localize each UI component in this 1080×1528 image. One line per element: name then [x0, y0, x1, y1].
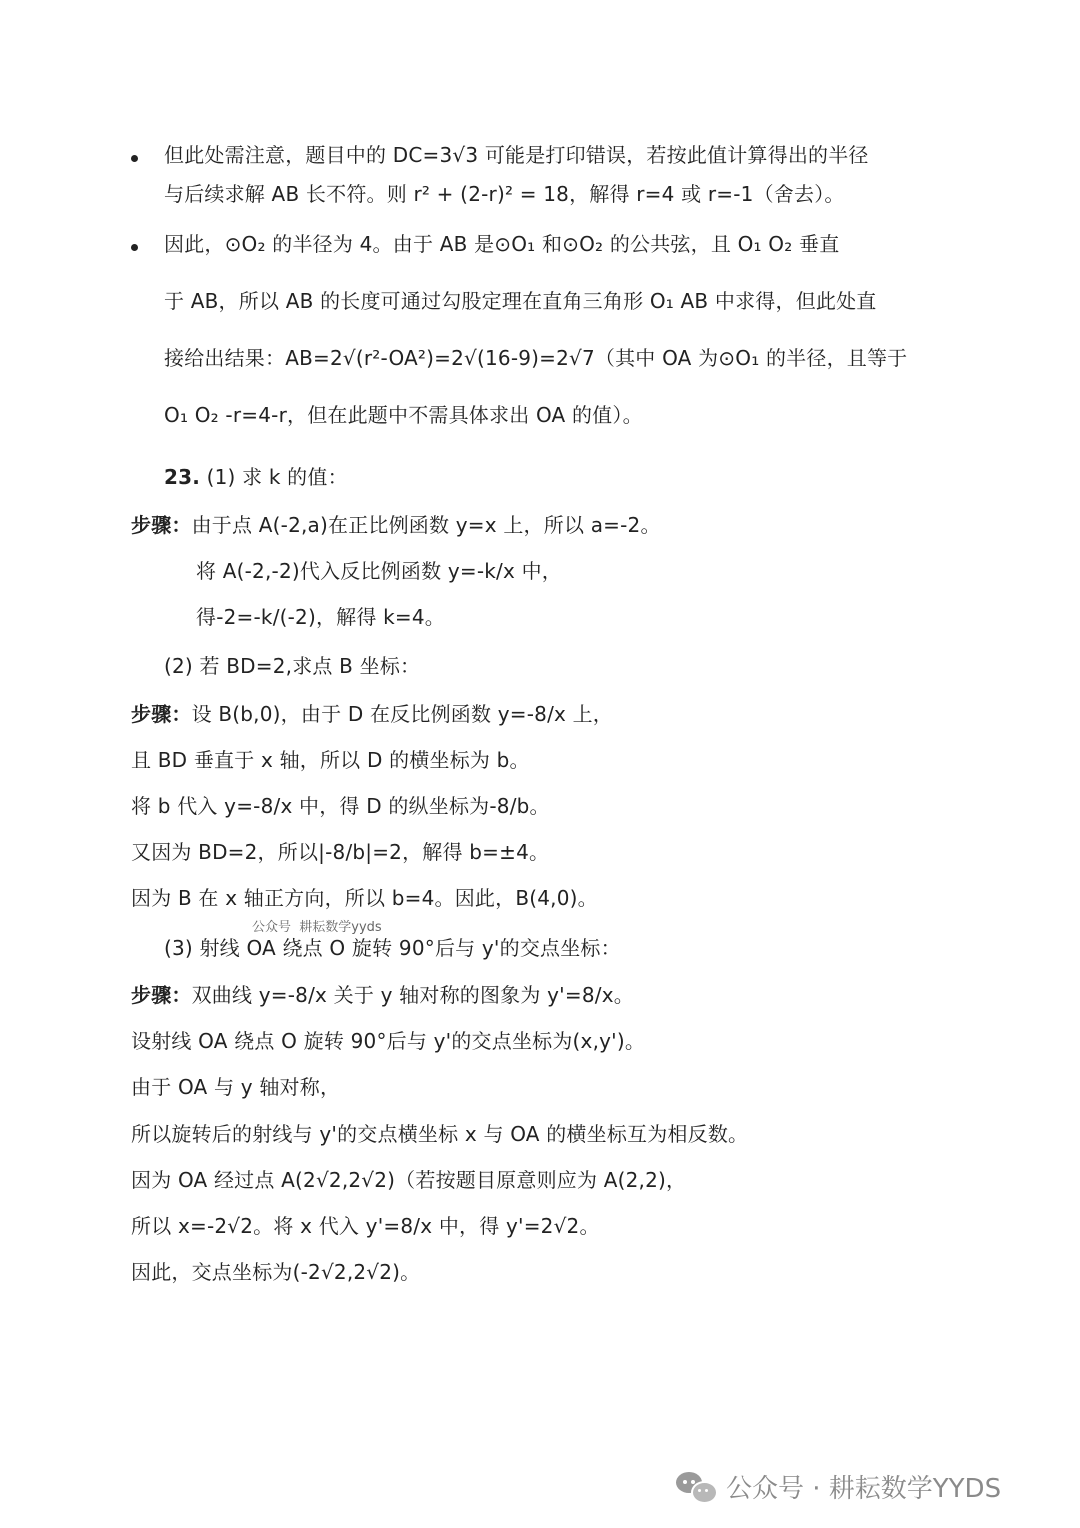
part-1-step-3: 得-2=-k/(-2)，解得 k=4。: [196, 605, 446, 629]
step-text: 由于点 A(-2,a)在正比例函数 y=x 上，所以 a=-2。: [191, 513, 661, 537]
bullet-marker: [131, 155, 138, 162]
part-2-step-1: [131, 700, 613, 728]
part-2-step-2: 且 BD 垂直于 x 轴，所以 D 的横坐标为 b。: [131, 748, 530, 772]
bullet-2-line-1: 因此，⊙O₂ 的半径为 4。由于 AB 是⊙O₁ 和⊙O₂ 的公共弦，且 O₁ O₂ 垂直: [164, 232, 840, 256]
part-2-step-5: 因为 B 在 x 轴正方向，所以 b=4。因此，B(4,0)。: [131, 886, 598, 910]
question-number: 23.: [164, 465, 201, 489]
step-label: 步骤：: [131, 513, 192, 537]
part-3-step-4: 所以旋转后的射线与 y'的交点横坐标 x 与 OA 的横坐标互为相反数。: [131, 1122, 749, 1146]
footer-watermark: [676, 1466, 1001, 1506]
step-label: 步骤：: [131, 983, 192, 1007]
part-2-step-3: 将 b 代入 y=-8/x 中，得 D 的纵坐标为-8/b。: [131, 794, 550, 818]
question-23-part-2-title: (2) 若 BD=2,求点 B 坐标：: [164, 654, 421, 678]
bullet-marker: [131, 244, 138, 251]
part-1-step-2: 将 A(-2,-2)代入反比例函数 y=-k/x 中，: [196, 559, 562, 583]
question-23-part-1-title: [164, 463, 348, 491]
part-3-step-5: 因为 OA 经过点 A(2√2,2√2)（若按题目原意则应为 A(2,2)，: [131, 1168, 687, 1192]
part-1-title-text: (1) 求 k 的值：: [200, 465, 348, 489]
bullet-1-line-1: 但此处需注意，题目中的 DC=3√3 可能是打印错误，若按此值计算得出的半径: [164, 143, 869, 167]
step-label: 步骤：: [131, 702, 192, 726]
part-1-step-1: [131, 511, 661, 539]
part-3-step-7: 因此，交点坐标为(-2√2,2√2)。: [131, 1260, 421, 1284]
wechat-icon: [676, 1470, 716, 1502]
step-text: 双曲线 y=-8/x 关于 y 轴对称的图象为 y'=8/x。: [191, 983, 634, 1007]
part-2-step-4: 又因为 BD=2，所以|-8/b|=2，解得 b=±4。: [131, 840, 550, 864]
bullet-1-line-2: 与后续求解 AB 长不符。则 r² + (2-r)² = 18，解得 r=4 或 r=-1（舍去）。: [164, 182, 845, 206]
part-3-step-3: 由于 OA 与 y 轴对称，: [131, 1075, 341, 1099]
step-text: 设 B(b,0)，由于 D 在反比例函数 y=-8/x 上，: [191, 702, 614, 726]
part-3-step-6: 所以 x=-2√2。将 x 代入 y'=8/x 中，得 y'=2√2。: [131, 1214, 600, 1238]
bullet-2-line-3: 接给出结果：AB=2√(r²-OA²)=2√(16-9)=2√7（其中 OA 为⊙O₁ 的半径，且等于: [164, 346, 908, 370]
bullet-2-line-4: O₁ O₂ -r=4-r，但在此题中不需具体求出 OA 的值）。: [164, 403, 643, 427]
bullet-2-line-2: 于 AB，所以 AB 的长度可通过勾股定理在直角三角形 O₁ AB 中求得，但此处直: [164, 289, 877, 313]
question-23-part-3-title: (3) 射线 OA 绕点 O 旋转 90°后与 y'的交点坐标：: [164, 936, 621, 960]
part-3-step-1: [131, 981, 634, 1009]
footer-watermark-text: 公众号 · 耕耘数学YYDS: [726, 1473, 1002, 1504]
inline-watermark: 公众号 耕耘数学yyds: [252, 920, 382, 935]
part-3-step-2: 设射线 OA 绕点 O 旋转 90°后与 y'的交点坐标为(x,y')。: [131, 1029, 646, 1053]
